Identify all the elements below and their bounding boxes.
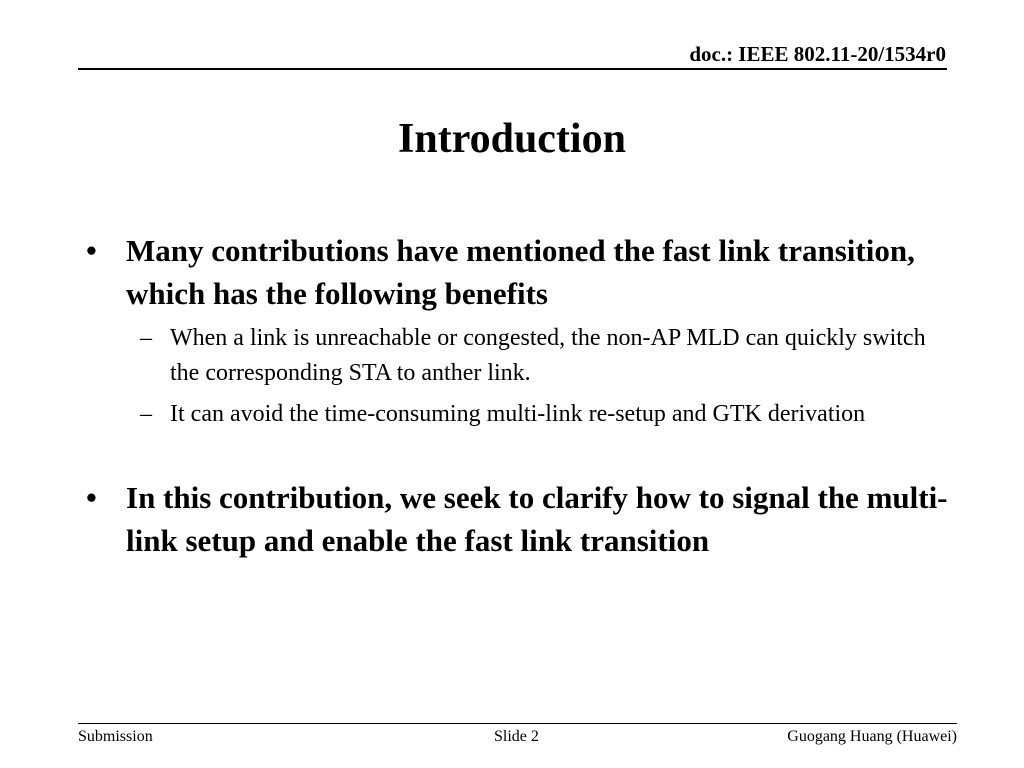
sub-bullet-item <box>140 397 930 432</box>
sub-bullet-text: It can avoid the time-consuming multi-link re-setup and GTK derivation <box>170 401 866 427</box>
document-id: doc.: IEEE 802.11-20/1534r0 <box>689 42 946 66</box>
footer-slide-number: Slide 2 <box>494 728 539 745</box>
sub-bullet-list <box>0 321 1024 432</box>
header-divider <box>78 68 947 70</box>
footer-divider <box>78 723 957 724</box>
sub-bullet-marker: – <box>140 325 152 351</box>
slide-body <box>0 229 1024 562</box>
bullet-text: Many contributions have mentioned the fast link transition, which has the following benefits <box>126 233 915 311</box>
bullet-text: In this contribution, we seek to clarify how to signal the multi-link setup and enable the fast link transition <box>126 480 948 558</box>
sub-bullet-text: When a link is unreachable or congested, the non-AP MLD can quickly switch the corresponding STA to anther link. <box>170 325 926 386</box>
sub-bullet-marker: – <box>140 401 152 427</box>
bullet-marker: • <box>86 233 97 268</box>
footer-author: Guogang Huang (Huawei) <box>787 728 957 745</box>
slide-title: Introduction <box>398 116 626 162</box>
bullet-item <box>86 476 956 562</box>
bullet-marker: • <box>86 480 97 515</box>
sub-bullet-item <box>140 321 930 391</box>
bullet-item <box>86 229 956 315</box>
footer-submission: Submission <box>78 728 153 745</box>
